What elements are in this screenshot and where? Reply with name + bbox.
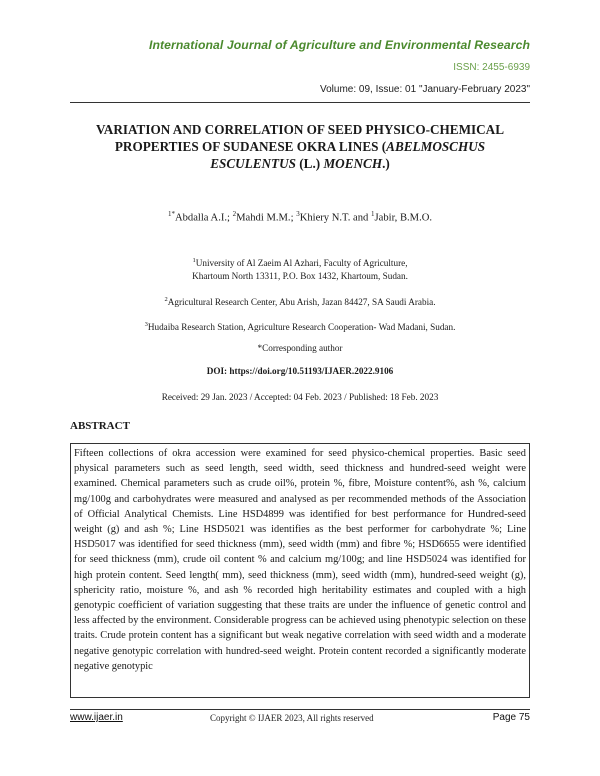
affiliation-2 [70, 293, 530, 309]
volume-issue: Volume: 09, Issue: 01 "January-February 2023" [320, 84, 530, 95]
title-italic-species: ESCULENTUS [210, 156, 296, 171]
title-italic-genus: ABELMOSCHUS [386, 139, 486, 154]
website-link[interactable]: www.ijaer.in [70, 712, 123, 723]
author-sup: 3 [296, 210, 300, 218]
author-sup: 2 [232, 210, 237, 218]
author-name: Mahdi M.M.; [236, 212, 294, 224]
affiliation-text: Agricultural Research Center, Abu Arish, Jazan 84427, SA Saudi Arabia. [167, 297, 436, 308]
author-sup: 1 [371, 210, 375, 218]
title-text: PROPERTIES OF SUDANESE OKRA LINES ( [114, 139, 387, 154]
affiliation-sup: 2 [164, 296, 168, 303]
issn: ISSN: 2455-6939 [453, 62, 530, 73]
author-name: Jabir, B.M.O. [374, 212, 433, 224]
author-name: Abdalla A.I.; [174, 212, 230, 224]
publication-dates: Received: 29 Jan. 2023 / Accepted: 04 Feb. 2023 / Published: 18 Feb. 2023 [161, 392, 439, 402]
affiliation-sup: 3 [144, 321, 148, 328]
paper-title [90, 121, 510, 172]
title-line-2 [90, 138, 510, 155]
doi-link[interactable]: DOI: https://doi.org/10.51193/IJAER.2022.9106 [206, 366, 394, 376]
title-line-3 [90, 155, 510, 172]
author-list [70, 210, 530, 224]
affiliation-3 [70, 318, 530, 334]
footer-rule [70, 709, 530, 710]
affiliation-text: University of Al Zaeim Al Azhari, Faculty of Agriculture, [195, 258, 408, 269]
affiliation-text: Khartoum North 13311, P.O. Box 1432, Khartoum, Sudan. [192, 271, 408, 282]
corresponding-author: *Corresponding author [257, 343, 343, 353]
affiliation-text: Hudaiba Research Station, Agriculture Research Cooperation- Wad Madani, Sudan. [147, 322, 456, 333]
abstract-text: Fifteen collections of okra accession were examined for seed physico-chemical properties. Basic seed physical parameters such as seed length, seed width, seed thickness and hundred-seed weight were examined. Chemical parameters such as crude oil%, protein %, fibre, Moisture content%, ash %, calcium mg/100g and carbohydrates were measured and analysed as per recommended methods of the Association of Official Analytical Chemists. Line HSD4899 was identified for best performance for Hundred-seed weight (g) and ash %; Line HSD5021 was identifies as the best performer for carbohydrate %; Line HSD5017 was identified for seed thickness (mm), seed width (mm) and fibre %; HSD6655 were identified for seed thickness (mm), crude oil content % and calcium mg/100g; and line HSD5024 was identified for high protein content. Seed length( mm), seed thickness (mm), seed width (mm), hundred-seed weight (g), sphericity ratio, moisture %, and ash % recorded high heritability estimates and coupled with a high genotypic coefficient of variation suggesting that these traits are under the influence of genetic control and less affected by the environment. Considerable progress can be achieved using phenotypic selection on these traits. Crude protein content has a significant but weak negative correlation with seed width and a moderate negative genotypic correlation with hundred-seed weight. Protein content recorded a significantly moderate negative genotypic [74, 448, 526, 672]
journal-name: International Journal of Agriculture and Environmental Research [148, 38, 530, 52]
title-text: .) [382, 156, 390, 171]
title-text: (L.) [295, 156, 324, 171]
copyright-notice: Copyright © IJAER 2023, All rights reserved [210, 713, 374, 723]
title-italic-author: MOENCH [323, 156, 383, 171]
page-number: Page 75 [492, 712, 530, 723]
author-name: Khiery N.T. and [299, 212, 369, 224]
author-sup: 1* [167, 210, 175, 218]
title-line-1: VARIATION AND CORRELATION OF SEED PHYSICO-CHEMICAL [95, 122, 504, 137]
abstract-box [70, 443, 530, 698]
affiliation-1 [70, 254, 530, 283]
abstract-heading: ABSTRACT [70, 420, 130, 432]
header-rule [70, 102, 530, 103]
affiliation-sup: 1 [192, 257, 196, 264]
